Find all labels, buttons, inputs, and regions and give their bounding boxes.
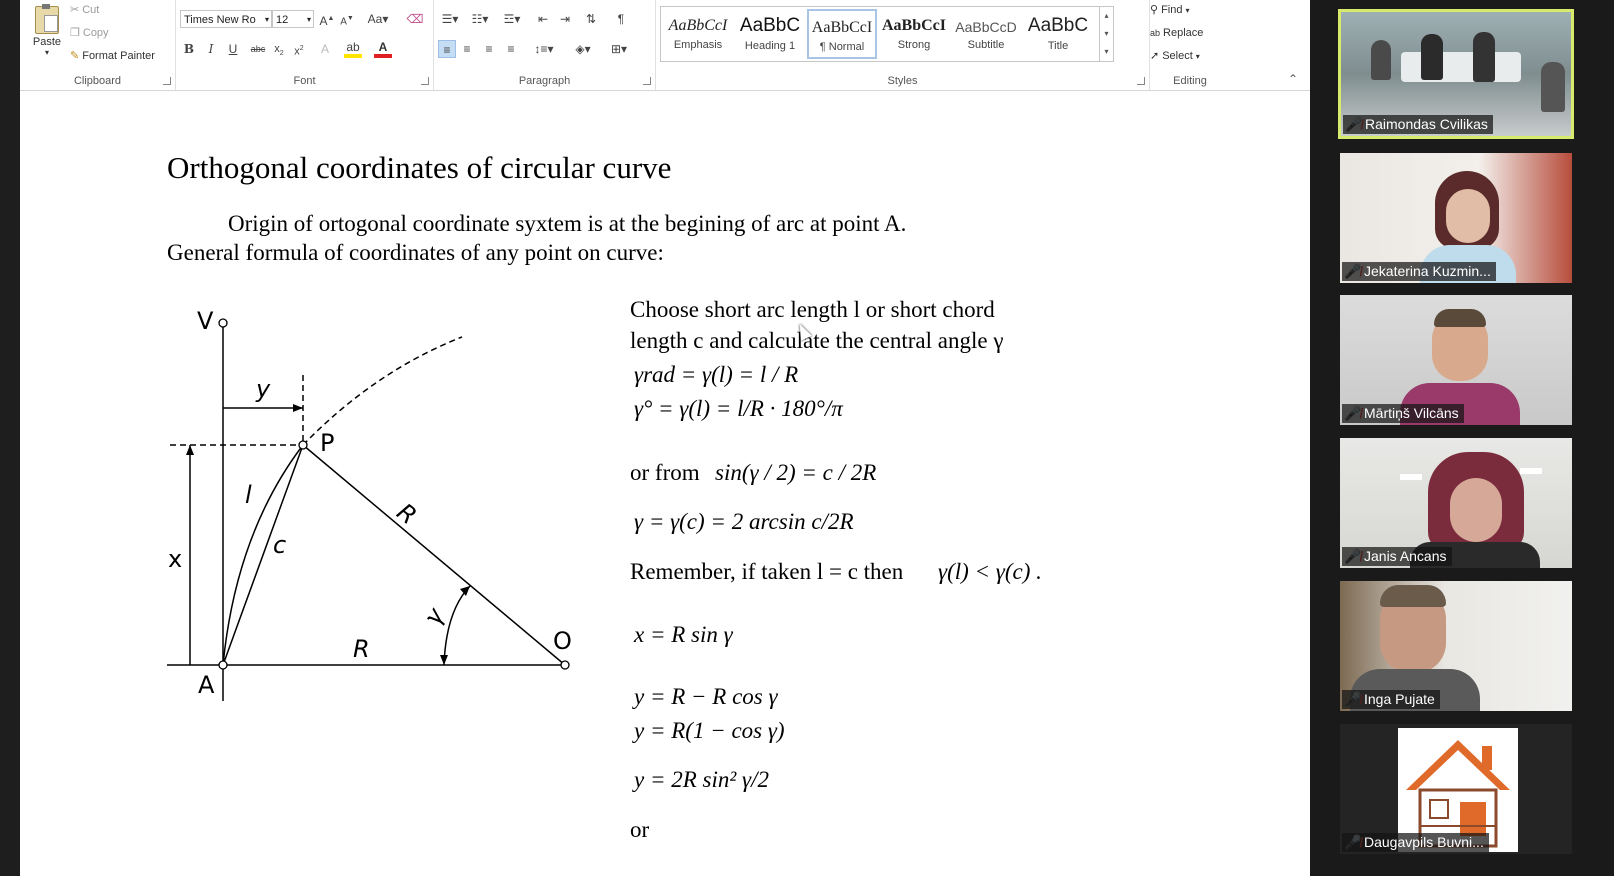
bold-icon[interactable]: B	[183, 42, 195, 56]
formula-y1: y = R − R cos γ	[634, 684, 778, 709]
style-normal[interactable]: AaBbCcI ¶ Normal	[807, 9, 877, 59]
clear-formatting-icon[interactable]: ⌫	[406, 12, 424, 26]
show-formatting-icon[interactable]: ¶	[617, 12, 625, 26]
participant-tile[interactable]	[1340, 153, 1572, 283]
style-heading-1[interactable]: AaBbC Heading 1	[739, 15, 801, 52]
formula-y2: y = R(1 − cos γ)	[634, 718, 785, 743]
chevron-down-icon: ▾	[1185, 5, 1190, 15]
circular-curve-diagram	[160, 291, 600, 711]
dialog-launcher-icon[interactable]	[643, 77, 651, 85]
strikethrough-icon[interactable]: abc	[250, 44, 266, 54]
styles-gallery	[660, 6, 1100, 62]
word-window	[20, 0, 1310, 876]
formula-compare: γ(l) < γ(c) .	[938, 559, 1042, 584]
participant-tile[interactable]	[1340, 295, 1572, 425]
superscript-icon[interactable]: $x^2$	[294, 45, 304, 58]
change-case-button[interactable]: Aa▾	[367, 12, 389, 26]
participant-name: Jekaterina Kuzmin...	[1342, 262, 1496, 281]
text-effects-icon[interactable]: A	[320, 42, 329, 56]
font-name-combo[interactable]: Times New Ro ▾	[180, 10, 272, 28]
participant-name: Daugavpils Buvni...	[1342, 833, 1489, 852]
paste-button[interactable]: Paste ▾	[30, 4, 64, 64]
participant-name: Raimondas Cvilikas	[1343, 115, 1493, 134]
label-a: A	[198, 671, 215, 699]
clipboard-label: Clipboard	[73, 75, 122, 87]
paragraph-label: Paragraph	[518, 75, 571, 87]
chevron-down-icon: ▾	[44, 48, 49, 57]
intro-line-2: General formula of coordinates of any point on curve:	[167, 240, 664, 265]
cut-button[interactable]: ✂ Cut	[70, 3, 100, 16]
editing-label: Editing	[1173, 75, 1207, 87]
style-subtitle[interactable]: AaBbCcD Subtitle	[955, 19, 1017, 51]
clipboard-group	[20, 0, 176, 90]
style-strong[interactable]: AaBbCcI Strong	[881, 17, 946, 51]
copy-icon: ❐	[70, 26, 80, 39]
borders-icon[interactable]: ⊞▾	[610, 42, 628, 56]
styles-group	[656, 0, 1150, 90]
participant-tile[interactable]	[1340, 438, 1572, 568]
formula-gamma-rad: γrad = γ(l) = l / R	[634, 362, 799, 387]
line-spacing-icon[interactable]: ↕≡▾	[534, 42, 554, 56]
scissors-icon: ✂	[70, 3, 80, 16]
increase-indent-icon[interactable]: ⇥	[559, 12, 571, 26]
dialog-launcher-icon[interactable]	[163, 77, 171, 85]
collapse-ribbon-icon[interactable]: ⌃	[1288, 72, 1299, 86]
styles-scroll[interactable]: ▴ ▾ ▾	[1100, 6, 1114, 62]
label-o: O	[553, 627, 572, 655]
choose-line-1: Choose short arc length l or short chord	[630, 297, 995, 322]
chevron-down-icon: ▾	[264, 15, 269, 24]
shrink-font-icon[interactable]: A▼	[340, 15, 354, 28]
formula-gamma-deg: γ° = γ(l) = l/R · 180°/π	[634, 396, 843, 421]
justify-icon[interactable]: ≡	[507, 42, 515, 56]
label-x: x	[168, 545, 183, 573]
paragraph-group	[434, 0, 656, 90]
label-c: c	[273, 531, 287, 559]
document-title: Orthogonal coordinates of circular curve	[167, 150, 672, 185]
document-page	[20, 91, 1310, 876]
label-y: y	[256, 375, 271, 403]
shading-icon[interactable]: ◈▾	[575, 42, 591, 56]
editing-group	[1150, 0, 1230, 90]
video-gallery	[1310, 0, 1614, 876]
label-r-hyp: R	[391, 497, 422, 531]
bullets-icon[interactable]: ☰▾	[441, 12, 459, 26]
label-r-base: R	[353, 635, 370, 663]
paintbrush-icon: ✎	[70, 49, 80, 62]
label-l: l	[245, 481, 252, 509]
participant-tile[interactable]	[1338, 9, 1574, 139]
subscript-icon[interactable]: $x_2$	[274, 43, 284, 58]
participant-tile[interactable]	[1340, 581, 1572, 711]
cursor-arrow-icon: ➚	[1150, 49, 1160, 62]
align-center-icon[interactable]: ≡	[463, 42, 471, 56]
or-from-text: or from	[630, 460, 700, 485]
decrease-indent-icon[interactable]: ⇤	[537, 12, 549, 26]
highlight-icon[interactable]: ab	[344, 40, 362, 58]
participant-name: Janis Ancans	[1342, 547, 1452, 566]
clipboard-icon	[35, 6, 59, 34]
font-color-icon[interactable]: A	[374, 40, 392, 58]
sort-icon[interactable]: ⇅	[585, 12, 597, 26]
formula-gamma-c: γ = γ(c) = 2 arcsin c/2R	[634, 509, 854, 534]
replace-button[interactable]: ab Replace	[1150, 27, 1204, 39]
remember-text: Remember, if taken l = c then	[630, 559, 904, 584]
format-painter-button[interactable]: ✎ Format Painter	[70, 49, 155, 62]
style-title[interactable]: AaBbC Title	[1027, 15, 1089, 52]
participant-name: Mārtiņš Vilcāns	[1342, 404, 1464, 423]
numbering-icon[interactable]: ☷▾	[471, 12, 489, 26]
align-left-icon[interactable]: ≡	[438, 40, 456, 58]
align-right-icon[interactable]: ≡	[485, 42, 493, 56]
select-button[interactable]: ➚ Select ▾	[1150, 49, 1200, 62]
font-label: Font	[293, 75, 316, 87]
font-group	[176, 0, 434, 90]
style-emphasis[interactable]: AaBbCcI Emphasis	[668, 17, 728, 51]
replace-icon: ab	[1150, 27, 1161, 38]
label-p: P	[320, 429, 335, 457]
formula-x: x = R sin γ	[634, 622, 733, 647]
label-gamma: γ	[418, 603, 450, 631]
ribbon	[20, 0, 1310, 91]
binoculars-icon: ⚲	[1150, 3, 1159, 16]
font-size-combo[interactable]: 12 ▾	[272, 10, 314, 28]
grow-font-icon[interactable]: A▲	[319, 14, 335, 28]
underline-icon[interactable]: U	[228, 42, 238, 56]
label-v: V	[197, 307, 214, 335]
or-text: or	[630, 817, 650, 842]
choose-line-2: length c and calculate the central angle γ	[630, 328, 1004, 353]
intro-line-1: Origin of ortogonal coordinate syxtem is at the begining of arc at point A.	[228, 211, 907, 236]
formula-y3: y = 2R sin² γ/2	[634, 767, 769, 792]
chevron-down-icon: ▾	[1195, 51, 1200, 61]
dialog-launcher-icon[interactable]	[421, 77, 429, 85]
formula-sin: sin(γ / 2) = c / 2R	[715, 460, 877, 485]
dialog-launcher-icon[interactable]	[1137, 77, 1145, 85]
multilevel-list-icon[interactable]: ☲▾	[503, 12, 521, 26]
participant-tile[interactable]	[1340, 724, 1572, 854]
styles-label: Styles	[887, 75, 918, 87]
participant-name: Inga Pujate	[1342, 690, 1440, 709]
chevron-down-icon: ▾	[306, 15, 311, 24]
italic-icon[interactable]: I	[208, 42, 214, 56]
copy-button[interactable]: ❐ Copy	[70, 26, 109, 39]
find-button[interactable]: ⚲ Find ▾	[1150, 3, 1190, 16]
